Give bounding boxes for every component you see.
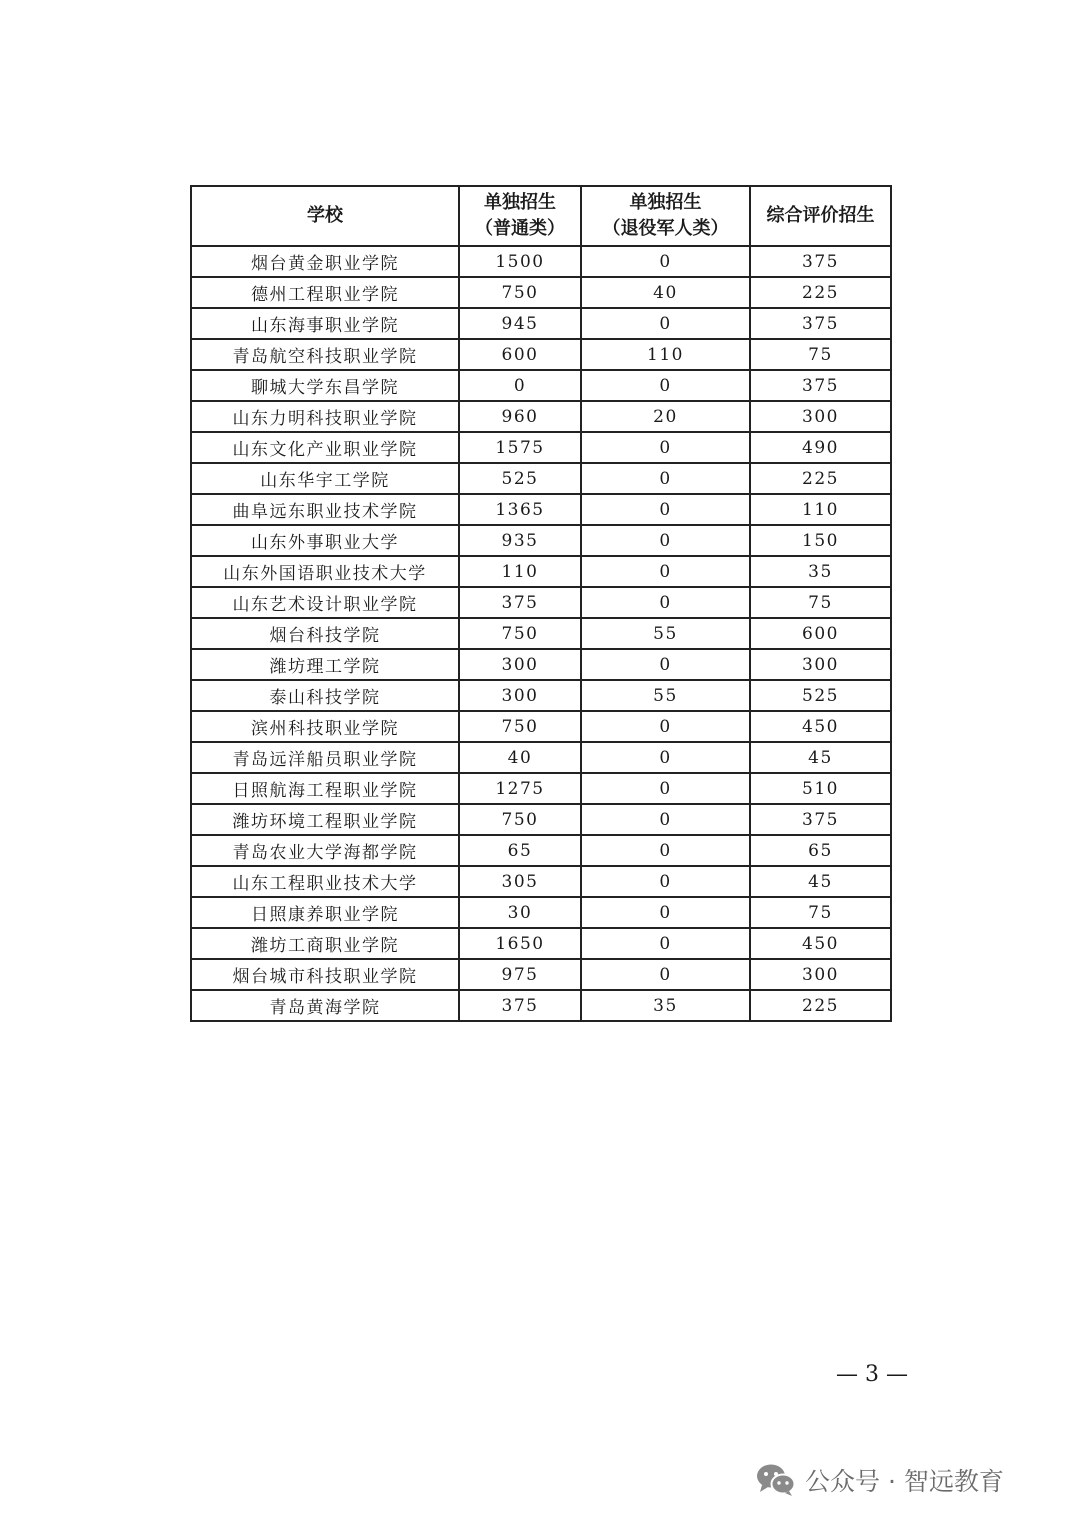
single-veteran-cell: 0 xyxy=(581,463,750,494)
single-veteran-cell: 55 xyxy=(581,680,750,711)
table-row xyxy=(191,432,891,463)
single-general-cell: 1365 xyxy=(459,494,581,525)
single-general-cell: 750 xyxy=(459,618,581,649)
school-name-cell: 潍坊工商职业学院 xyxy=(191,928,459,959)
table-row xyxy=(191,277,891,308)
comprehensive-cell: 450 xyxy=(750,711,891,742)
single-veteran-cell: 0 xyxy=(581,556,750,587)
table-row xyxy=(191,525,891,556)
single-general-cell: 300 xyxy=(459,680,581,711)
school-name-cell: 曲阜远东职业技术学院 xyxy=(191,494,459,525)
comprehensive-cell: 450 xyxy=(750,928,891,959)
single-veteran-cell: 0 xyxy=(581,866,750,897)
school-name-cell: 潍坊理工学院 xyxy=(191,649,459,680)
school-name-cell: 泰山科技学院 xyxy=(191,680,459,711)
table-row xyxy=(191,463,891,494)
single-general-cell: 1500 xyxy=(459,246,581,277)
table-row xyxy=(191,897,891,928)
single-veteran-cell: 0 xyxy=(581,525,750,556)
single-general-cell: 65 xyxy=(459,835,581,866)
table-row xyxy=(191,618,891,649)
table-row xyxy=(191,835,891,866)
comprehensive-cell: 300 xyxy=(750,959,891,990)
school-name-cell: 山东华宇工学院 xyxy=(191,463,459,494)
school-name-cell: 山东力明科技职业学院 xyxy=(191,401,459,432)
single-veteran-cell: 0 xyxy=(581,804,750,835)
single-veteran-cell: 0 xyxy=(581,959,750,990)
single-veteran-cell: 0 xyxy=(581,742,750,773)
single-veteran-cell: 0 xyxy=(581,835,750,866)
table-row xyxy=(191,866,891,897)
single-veteran-cell: 0 xyxy=(581,494,750,525)
comprehensive-cell: 150 xyxy=(750,525,891,556)
school-name-cell: 滨州科技职业学院 xyxy=(191,711,459,742)
single-general-cell: 40 xyxy=(459,742,581,773)
table-row xyxy=(191,680,891,711)
watermark xyxy=(755,1462,1004,1498)
single-veteran-cell: 20 xyxy=(581,401,750,432)
school-name-cell: 山东外事职业大学 xyxy=(191,525,459,556)
comprehensive-cell: 375 xyxy=(750,308,891,339)
school-name-cell: 烟台科技学院 xyxy=(191,618,459,649)
table-row xyxy=(191,959,891,990)
single-general-cell: 375 xyxy=(459,990,581,1021)
comprehensive-cell: 225 xyxy=(750,990,891,1021)
comprehensive-cell: 75 xyxy=(750,897,891,928)
single-general-cell: 1575 xyxy=(459,432,581,463)
single-general-cell: 375 xyxy=(459,587,581,618)
single-general-cell: 935 xyxy=(459,525,581,556)
single-veteran-cell: 40 xyxy=(581,277,750,308)
comprehensive-cell: 490 xyxy=(750,432,891,463)
table-row xyxy=(191,928,891,959)
comprehensive-cell: 600 xyxy=(750,618,891,649)
school-name-cell: 山东文化产业职业学院 xyxy=(191,432,459,463)
single-general-cell: 0 xyxy=(459,370,581,401)
header-comprehensive: 综合评价招生 xyxy=(750,186,891,246)
comprehensive-cell: 300 xyxy=(750,649,891,680)
single-veteran-cell: 0 xyxy=(581,773,750,804)
comprehensive-cell: 65 xyxy=(750,835,891,866)
comprehensive-cell: 300 xyxy=(750,401,891,432)
comprehensive-cell: 375 xyxy=(750,370,891,401)
table-row xyxy=(191,990,891,1021)
table-row xyxy=(191,711,891,742)
table-row xyxy=(191,773,891,804)
single-veteran-cell: 0 xyxy=(581,928,750,959)
table-row xyxy=(191,339,891,370)
single-veteran-cell: 0 xyxy=(581,246,750,277)
single-veteran-cell: 0 xyxy=(581,649,750,680)
school-name-cell: 青岛农业大学海都学院 xyxy=(191,835,459,866)
table-row xyxy=(191,587,891,618)
school-name-cell: 青岛黄海学院 xyxy=(191,990,459,1021)
comprehensive-cell: 75 xyxy=(750,339,891,370)
table-row xyxy=(191,401,891,432)
school-name-cell: 山东工程职业技术大学 xyxy=(191,866,459,897)
single-veteran-cell: 110 xyxy=(581,339,750,370)
single-general-cell: 305 xyxy=(459,866,581,897)
school-name-cell: 潍坊环境工程职业学院 xyxy=(191,804,459,835)
single-veteran-cell: 0 xyxy=(581,370,750,401)
table-row xyxy=(191,370,891,401)
header-single-veteran: 单独招生 （退役军人类） xyxy=(581,186,750,246)
table-row xyxy=(191,246,891,277)
single-general-cell: 110 xyxy=(459,556,581,587)
comprehensive-cell: 375 xyxy=(750,246,891,277)
single-veteran-cell: 0 xyxy=(581,897,750,928)
table-row xyxy=(191,494,891,525)
wechat-icon xyxy=(755,1462,797,1498)
school-name-cell: 青岛远洋船员职业学院 xyxy=(191,742,459,773)
single-general-cell: 750 xyxy=(459,711,581,742)
table-row xyxy=(191,556,891,587)
single-general-cell: 600 xyxy=(459,339,581,370)
table-row xyxy=(191,308,891,339)
single-veteran-cell: 55 xyxy=(581,618,750,649)
single-general-cell: 525 xyxy=(459,463,581,494)
single-general-cell: 960 xyxy=(459,401,581,432)
school-name-cell: 山东外国语职业技术大学 xyxy=(191,556,459,587)
table-header-row xyxy=(191,186,891,246)
school-name-cell: 聊城大学东昌学院 xyxy=(191,370,459,401)
page-number: — 3 — xyxy=(836,1362,908,1387)
single-general-cell: 750 xyxy=(459,804,581,835)
single-general-cell: 945 xyxy=(459,308,581,339)
comprehensive-cell: 45 xyxy=(750,866,891,897)
single-general-cell: 750 xyxy=(459,277,581,308)
school-name-cell: 日照航海工程职业学院 xyxy=(191,773,459,804)
school-name-cell: 烟台黄金职业学院 xyxy=(191,246,459,277)
table-row xyxy=(191,742,891,773)
school-name-cell: 德州工程职业学院 xyxy=(191,277,459,308)
comprehensive-cell: 510 xyxy=(750,773,891,804)
comprehensive-cell: 75 xyxy=(750,587,891,618)
single-veteran-cell: 35 xyxy=(581,990,750,1021)
header-single-general: 单独招生 （普通类） xyxy=(459,186,581,246)
table-row xyxy=(191,804,891,835)
school-name-cell: 山东海事职业学院 xyxy=(191,308,459,339)
single-veteran-cell: 0 xyxy=(581,711,750,742)
comprehensive-cell: 110 xyxy=(750,494,891,525)
comprehensive-cell: 35 xyxy=(750,556,891,587)
school-name-cell: 烟台城市科技职业学院 xyxy=(191,959,459,990)
table-row xyxy=(191,649,891,680)
header-school: 学校 xyxy=(191,186,459,246)
comprehensive-cell: 225 xyxy=(750,277,891,308)
watermark-text: 公众号 · 智远教育 xyxy=(805,1467,1004,1496)
single-veteran-cell: 0 xyxy=(581,308,750,339)
school-name-cell: 日照康养职业学院 xyxy=(191,897,459,928)
school-name-cell: 山东艺术设计职业学院 xyxy=(191,587,459,618)
comprehensive-cell: 45 xyxy=(750,742,891,773)
comprehensive-cell: 375 xyxy=(750,804,891,835)
single-general-cell: 1650 xyxy=(459,928,581,959)
single-veteran-cell: 0 xyxy=(581,587,750,618)
single-veteran-cell: 0 xyxy=(581,432,750,463)
single-general-cell: 300 xyxy=(459,649,581,680)
comprehensive-cell: 525 xyxy=(750,680,891,711)
single-general-cell: 1275 xyxy=(459,773,581,804)
single-general-cell: 975 xyxy=(459,959,581,990)
single-general-cell: 30 xyxy=(459,897,581,928)
school-name-cell: 青岛航空科技职业学院 xyxy=(191,339,459,370)
enrollment-quota-table xyxy=(190,185,892,1022)
comprehensive-cell: 225 xyxy=(750,463,891,494)
